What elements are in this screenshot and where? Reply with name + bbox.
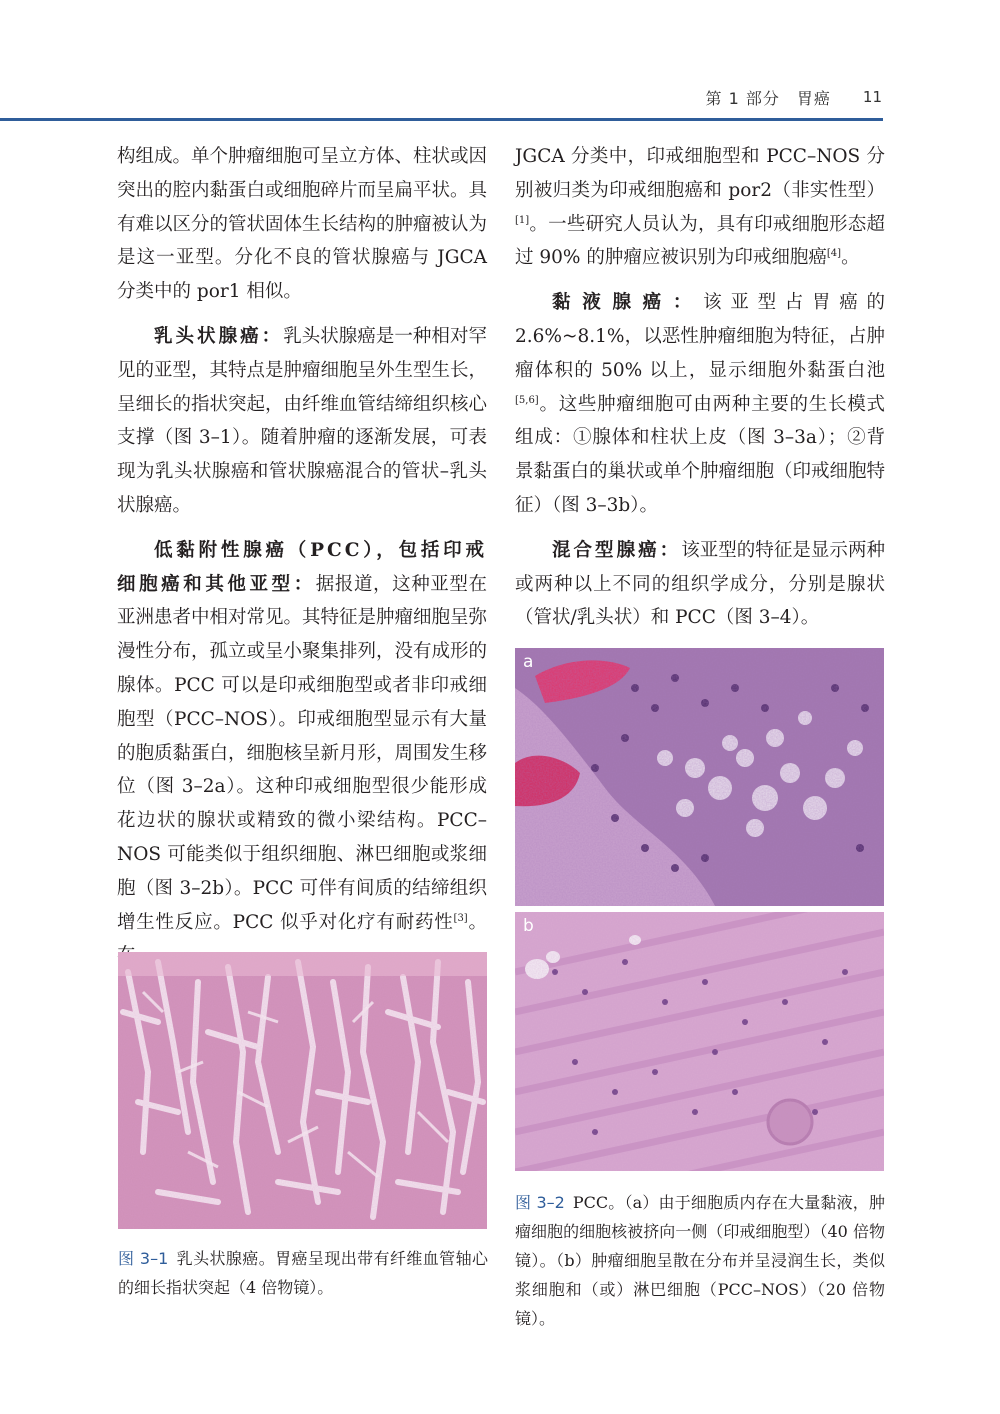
term-mixed: 混合型腺癌： [552,539,682,561]
panel-label-a: a [523,652,534,672]
signet-ring-image [515,648,884,906]
panel-label-b: b [523,916,534,936]
papillary-image [118,952,487,1229]
pcc-nos-image [515,912,884,1171]
page-number: 11 [862,88,882,106]
section-title: 第 1 部分 胃癌 [705,88,831,108]
term-papillary: 乳头状腺癌： [154,325,284,347]
reference-5-6[interactable]: [5,6] [515,394,539,406]
figure-3-1-micrograph [118,952,487,1229]
reference-4[interactable]: [4] [826,248,842,260]
paragraph-pcc: 低黏附性腺癌（PCC），包括印戒细胞癌和其他亚型：据报道，这种亚型在亚洲患者中相对常见。其特征是肿瘤细胞呈弥漫性分布，孤立或呈小聚集排列，没有成形的腺体。PCC 可以是印戒细胞型或者非印戒细胞型（PCC–NOS）。印戒细胞型显示有大量的胞质黏蛋白，细胞核呈新月形，周围发生移位（图 3–2a）。这种印戒细胞型很少能形成花边状的腺状或精致的微小梁结构。PCC–NOS 可能类似于组织细胞、淋巴细胞或浆细胞（图 3–2b）。PCC 可伴有间质的结缔组织增生性反应。PCC 似乎对化疗有耐药性[3]。 [117,539,488,933]
paragraph-continuation: 构组成。单个肿瘤细胞可呈立方体、柱状或因突出的腔内黏蛋白或细胞碎片而呈扁平状。具有难以区分的管状固体生长结构的肿瘤被认为是这一亚型。分化不良的管状腺癌与 JGCA 分类中的 por1 相似。 [117,146,488,303]
figure-3-2b-micrograph [515,912,884,1171]
running-header [0,80,882,114]
right-column [515,140,885,646]
term-pcc: 低黏附性腺癌（PCC），包括印戒细胞癌和其他亚型： [117,539,487,595]
reference-1[interactable]: [1] [515,214,530,226]
paragraph-papillary: 乳头状腺癌：乳头状腺癌是一种相对罕见的亚型，其特点是肿瘤细胞呈外生型生长，呈细长的指状突起，由纤维血管结缔组织核心支撑（图 3–1）。随着肿瘤的逐渐发展，可表现为乳头状腺癌和管状腺癌混合的管状–乳头状腺癌。 [117,325,488,516]
figure-3-1-caption: 图 3–1 乳头状腺癌。胃癌呈现出带有纤维血管轴心的细长指状突起（4 倍物镜）。 [118,1249,488,1297]
left-column [117,140,487,984]
figure-3-2-number: 图 3–2 [515,1193,565,1212]
paragraph-mucinous: 黏液腺癌：该亚型占胃癌的 2.6%~8.1%，以恶性肿瘤细胞为特征，占肿瘤体积的 50% 以上，显示细胞外黏蛋白池[5,6]。这些肿瘤细胞可由两种主要的生长模式组成：①腺体和柱状上皮（图 3–3a）；②背景黏蛋白的巢状或单个肿瘤细胞（印戒细胞特征）（图 3–3b）。 [515,292,886,516]
header-rule [0,118,883,121]
figure-3-1-number: 图 3–1 [118,1249,169,1268]
paragraph-mixed: 混合型腺癌：该亚型的特征是显示两种或两种以上不同的组织学成分，分别是腺状（管状/乳头状）和 PCC（图 3–4）。 [515,539,885,629]
reference-3[interactable]: [3] [453,912,468,924]
figure-3-2-caption: 图 3–2 PCC。（a）由于细胞质内存在大量黏液，肿瘤细胞的细胞核被挤向一侧（印戒细胞型）（40 倍物镜）。（b）肿瘤细胞呈散在分布并呈浸润生长，类似浆细胞和（或）淋巴细胞（PCC–NOS）（20 倍物镜）。 [515,1193,885,1328]
paragraph-jgca: JGCA 分类中，印戒细胞型和 PCC–NOS 分别被归类为印戒细胞癌和 por2（非实性型）[1]。一些研究人员认为，具有印戒细胞形态超过 90% 的肿瘤应被识别为印戒细胞癌[4]。 [515,146,885,269]
figure-3-2a-micrograph [515,648,884,906]
term-mucinous: 黏液腺癌： [552,292,704,314]
